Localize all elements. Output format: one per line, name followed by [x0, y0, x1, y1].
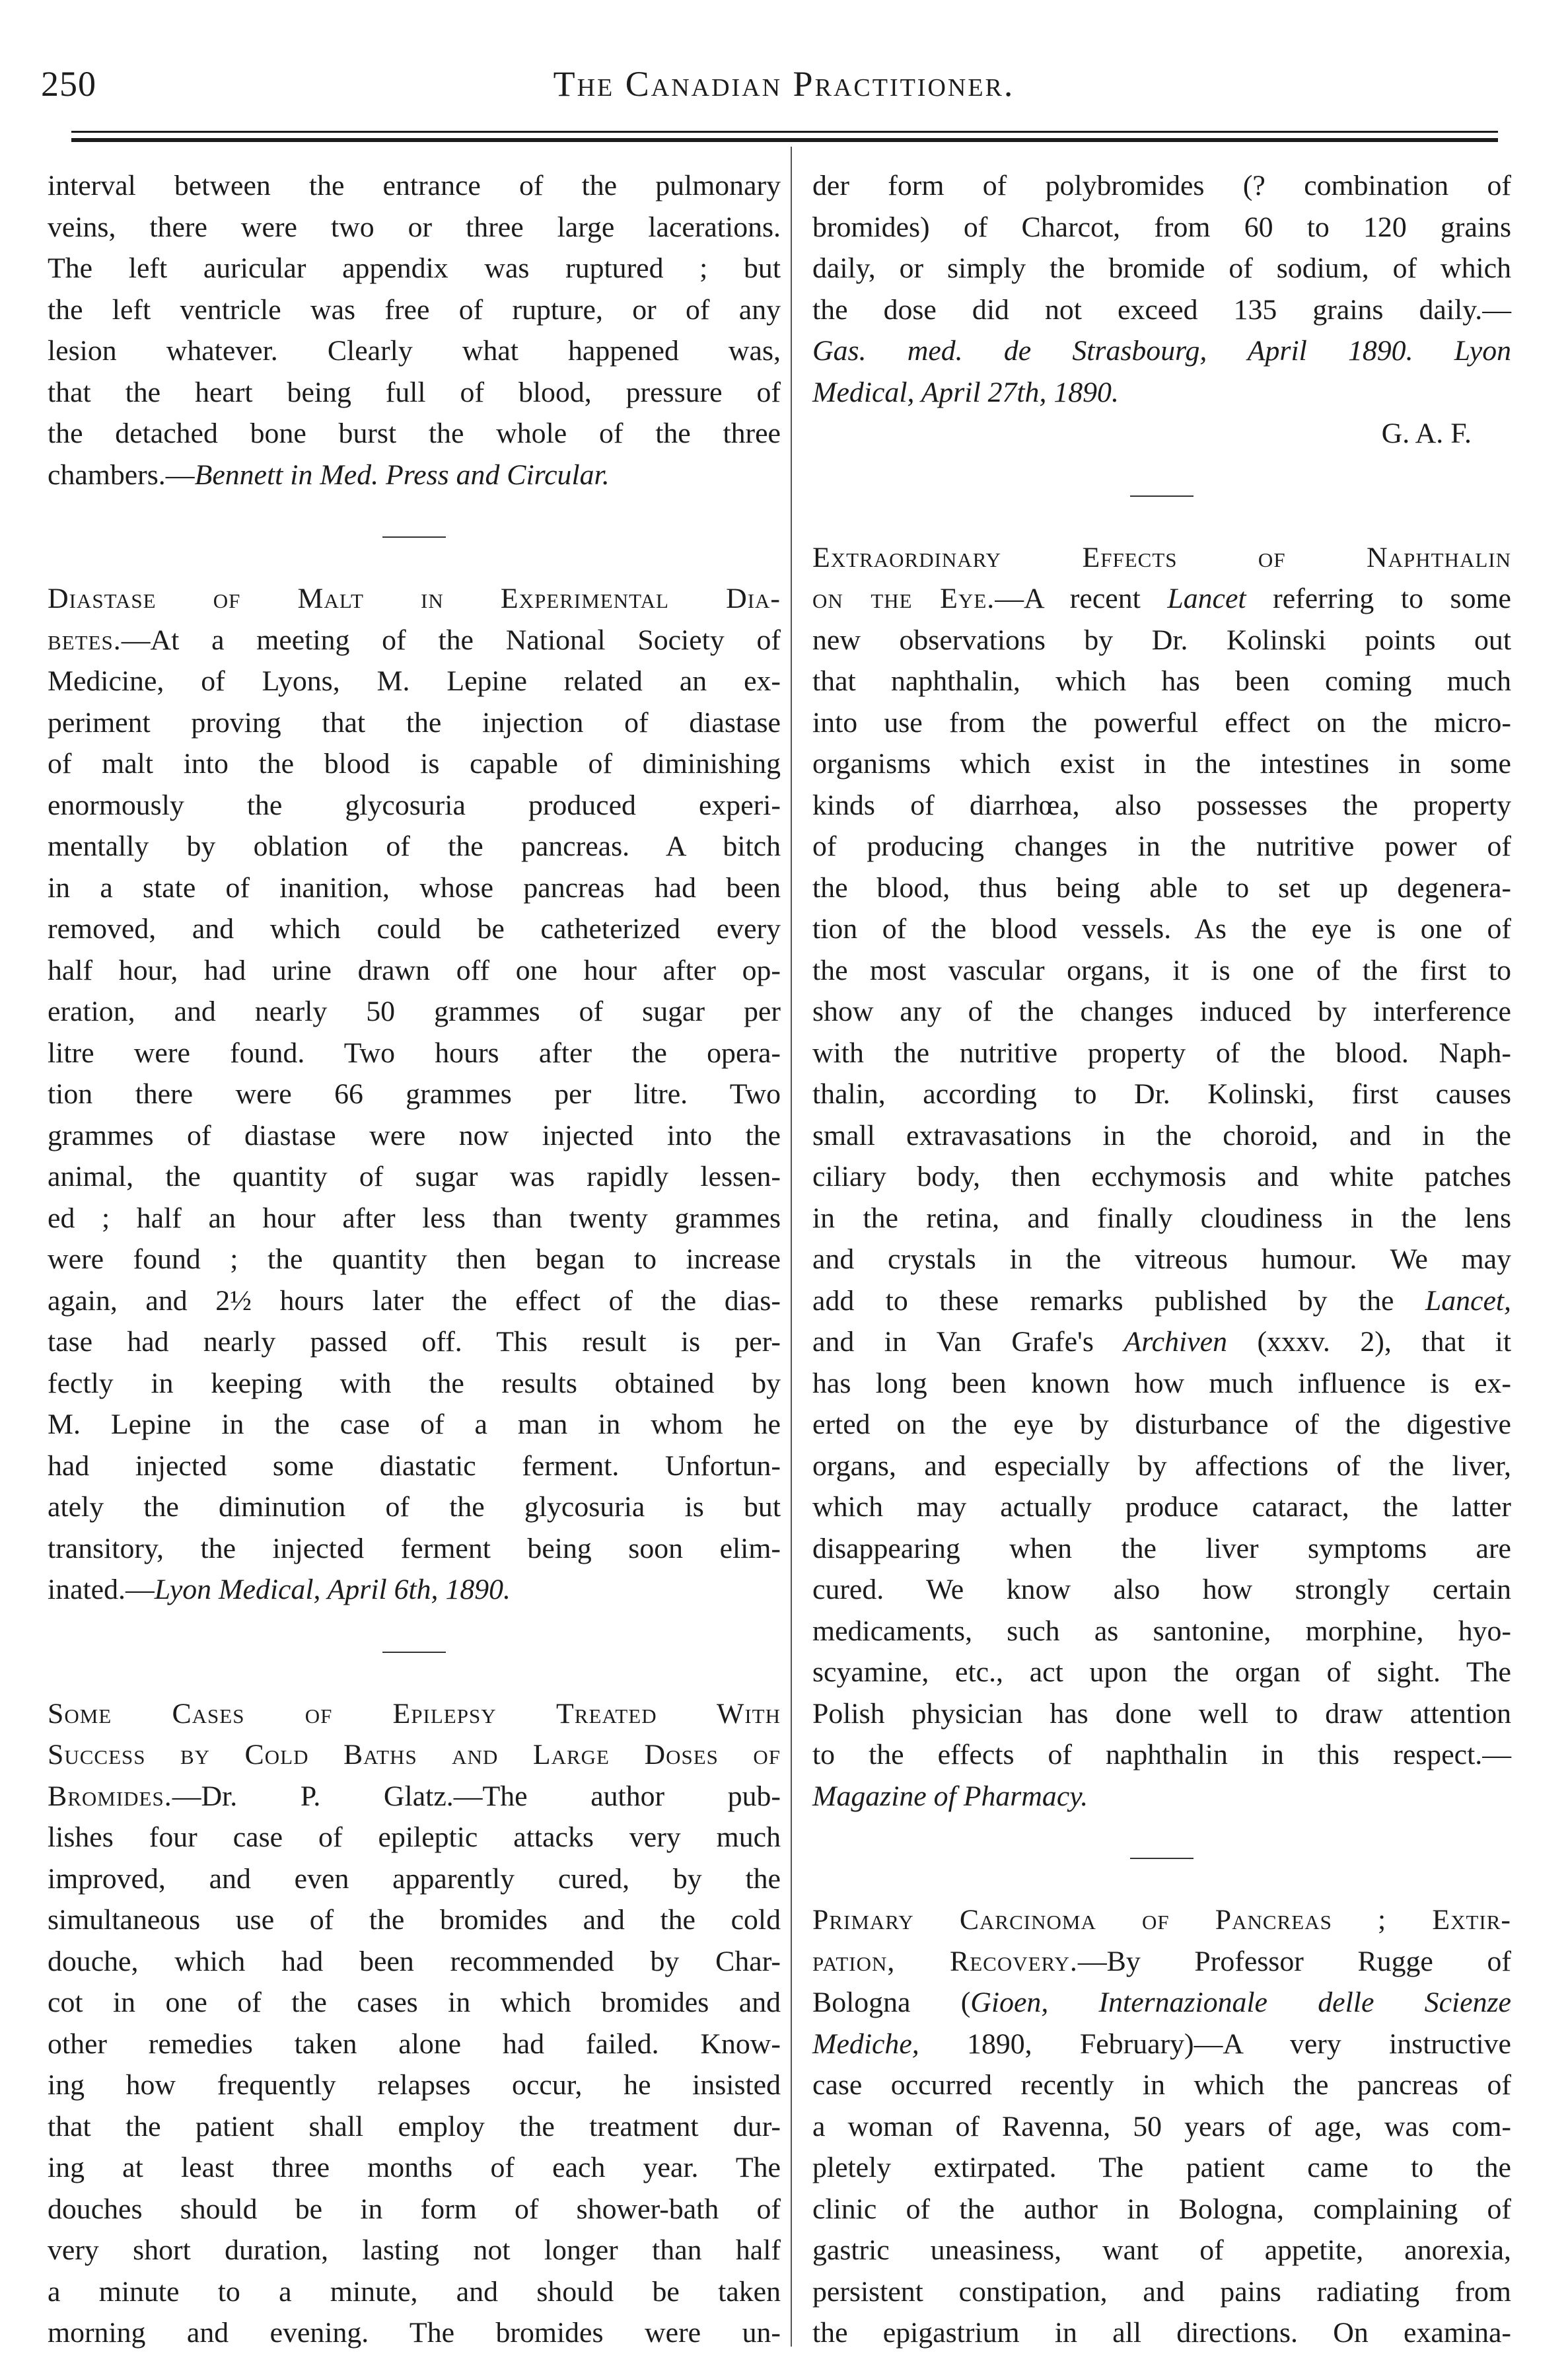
body-line: a woman of Ravenna, 50 years of age, was com-: [812, 2110, 1511, 2142]
page-header: [0, 0, 1568, 106]
body-line: clinic of the author in Bologna, complaining of: [812, 2193, 1511, 2225]
body-line: enormously the glycosuria produced experi-: [48, 789, 781, 821]
section-separator: [812, 1817, 1511, 1899]
article-continuation: [48, 165, 781, 495]
body-line: thalin, according to Dr. Kolinski, first causes: [812, 1078, 1511, 1110]
body-line: the blood, thus being able to set up degenera-: [812, 871, 1511, 904]
body-line: mentally by oblation of the pancreas. A bitch: [48, 830, 781, 862]
body-line: ing at least three months of each year. The: [48, 2152, 781, 2183]
body-line: cured. We know also how strongly certain: [812, 1574, 1511, 1605]
body-line: periment proving that the injection of diastase: [48, 706, 781, 739]
body-line: tase had nearly passed off. This result is per-: [48, 1326, 781, 1358]
article-epilepsy-continued: [812, 165, 1511, 413]
column-divider: [791, 147, 792, 2347]
body-line: removed, and which could be catheterized every: [48, 913, 781, 945]
body-line: disappearing when the liver symptoms are: [812, 1532, 1511, 1564]
body-line: eration, and nearly 50 grammes of sugar per: [48, 996, 781, 1027]
body-line: with the nutritive property of the blood. Naph-: [812, 1037, 1511, 1069]
body-line: tion of the blood vessels. As the eye is one of: [812, 913, 1511, 945]
section-separator: [48, 1611, 781, 1693]
body-line: interval between the entrance of the pulmonary: [48, 170, 781, 201]
article-source: Magazine of Pharmacy.: [812, 1780, 1088, 1812]
body-line: litre were found. Two hours after the opera-: [48, 1037, 781, 1069]
body-line: of producing changes in the nutritive power of: [812, 830, 1511, 862]
body-line: animal, the quantity of sugar was rapidly lessen-: [48, 1161, 781, 1192]
article-body: [48, 661, 781, 1569]
article-source: Bennett in Med. Press and Circular.: [194, 458, 610, 491]
body-line: half hour, had urine drawn off one hour after op-: [48, 954, 781, 986]
body-line: the detached bone burst the whole of the three: [48, 418, 781, 449]
body-text: Bologna (: [812, 1987, 971, 2018]
body-line: [812, 1280, 1511, 1322]
body-line: new observations by Dr. Kolinski points out: [812, 624, 1511, 656]
body-line: cot in one of the cases in which bromides and: [48, 1987, 781, 2018]
body-line: kinds of diarrhœa, also possesses the property: [812, 789, 1511, 821]
section-separator: [48, 495, 781, 578]
body-text: and in Van Grafe's: [812, 1326, 1124, 1358]
body-line: to the effects of naphthalin in this respect.—: [812, 1739, 1511, 1771]
journal-name: Mediche,: [812, 2028, 919, 2060]
article-diastase: [48, 578, 781, 1611]
journal-name: Lancet: [1167, 583, 1246, 614]
article-body: [812, 165, 1511, 289]
body-line: [812, 1982, 1511, 2024]
body-text: referring to some: [1246, 583, 1511, 614]
closing-text: chambers.—: [48, 458, 195, 491]
article-title: Some Cases of Epilepsy Treated With: [48, 1697, 781, 1730]
article-title-line: [812, 1941, 1511, 1983]
body-line: morning and evening. The bromides were un-: [48, 2317, 781, 2349]
body-line: grammes of diastase were now injected into the: [48, 1119, 781, 1151]
body-line: ed ; half an hour after less than twenty grammes: [48, 1202, 781, 1234]
body-line: tion there were 66 grammes per litre. Two: [48, 1078, 781, 1110]
body-line: [812, 2024, 1511, 2065]
body-text: 1890, February)—A very instructive: [919, 2028, 1511, 2060]
left-column: [48, 165, 781, 2354]
article-body: [812, 1363, 1511, 1776]
body-line: show any of the changes induced by interference: [812, 996, 1511, 1027]
body-line: veins, there were two or three large lacerations.: [48, 211, 781, 243]
body-text: (xxxv. 2), that it: [1227, 1326, 1511, 1358]
body-line: daily, or simply the bromide of sodium, of which: [812, 252, 1511, 284]
body-line: the dose did not exceed 135 grains daily.—: [812, 293, 1511, 326]
body-text: —Dr. P. Glatz.—The author pub-: [172, 1780, 781, 1812]
body-line: Polish physician has done well to draw attention: [812, 1697, 1511, 1730]
author-signature: G. A. F.: [1381, 418, 1472, 449]
body-line: medicaments, such as santonine, morphine, hyo-: [812, 1615, 1511, 1647]
body-line: organisms which exist in the intestines in some: [812, 748, 1511, 780]
article-source: Gas. med. de Strasbourg, April 1890. Lyon: [812, 335, 1511, 367]
header-rule-thick: [71, 138, 1498, 142]
title-text: Bromides.: [48, 1780, 172, 1812]
body-line: again, and 2½ hours later the effect of the dias-: [48, 1284, 781, 1317]
article-epilepsy: [48, 1693, 781, 2354]
body-line: that the patient shall employ the treatment dur-: [48, 2110, 781, 2142]
journal-name: Gioen, Internazionale delle Scienze: [970, 1987, 1511, 2018]
article-title: Primary Carcinoma of Pancreas ; Extir-: [812, 1904, 1511, 1936]
section-separator: [812, 455, 1511, 537]
article-title-line: [48, 1776, 781, 1817]
article-title: Extraordinary Effects of Naphthalin: [812, 541, 1511, 573]
article-pancreas: [812, 1899, 1511, 2354]
body-line: ately the diminution of the glycosuria is but: [48, 1491, 781, 1523]
body-line: which may actually produce cataract, the latter: [812, 1491, 1511, 1523]
body-line: M. Lepine in the case of a man in whom he: [48, 1408, 781, 1440]
body-line: ciliary body, then ecchymosis and white patches: [812, 1161, 1511, 1192]
body-line: the most vascular organs, it is one of the first to: [812, 954, 1511, 986]
body-line: has long been known how much influence is ex-: [812, 1367, 1511, 1399]
body-text: —A recent: [995, 583, 1168, 614]
body-line: other remedies taken alone had failed. Know-: [48, 2028, 781, 2060]
body-line: ing how frequently relapses occur, he insisted: [48, 2069, 781, 2101]
body-line: of malt into the blood is capable of diminishing: [48, 748, 781, 780]
article-naphthalin: [812, 537, 1511, 1817]
body-line: organs, and especially by affections of the liver,: [812, 1449, 1511, 1482]
article-title: Diastase of Malt in Experimental Dia-: [48, 583, 781, 614]
body-line: scyamine, etc., act upon the organ of sight. The: [812, 1656, 1511, 1688]
body-line: douches should be in form of shower-bath of: [48, 2193, 781, 2225]
body-line: a minute to a minute, and should be taken: [48, 2275, 781, 2308]
body-line: had injected some diastatic ferment. Unfortun-: [48, 1449, 781, 1482]
body-line: fectly in keeping with the results obtained by: [48, 1367, 781, 1399]
body-text: —At a meeting of the National Society of: [121, 624, 781, 656]
body-line: case occurred recently in which the pancreas of: [812, 2069, 1511, 2101]
closing-text: inated.—: [48, 1574, 155, 1605]
body-line: the left ventricle was free of rupture, or of any: [48, 293, 781, 326]
body-line: improved, and even apparently cured, by the: [48, 1862, 781, 1895]
body-line: erted on the eye by disturbance of the digestive: [812, 1408, 1511, 1440]
body-line: very short duration, lasting not longer than half: [48, 2234, 781, 2266]
article-title-line: [812, 578, 1511, 620]
body-line: the epigastrium in all directions. On examina-: [812, 2317, 1511, 2349]
body-line: der form of polybromides (? combination of: [812, 170, 1511, 201]
body-line: in the retina, and finally cloudiness in the lens: [812, 1202, 1511, 1234]
body-line: [812, 1321, 1511, 1363]
body-line: and crystals in the vitreous humour. We may: [812, 1243, 1511, 1275]
title-text: pation, Recovery.: [812, 1945, 1078, 1977]
title-text: on the Eye.: [812, 583, 995, 614]
body-line: douche, which had been recommended by Char-: [48, 1945, 781, 1977]
body-line: simultaneous use of the bromides and the cold: [48, 1904, 781, 1936]
article-body: [812, 620, 1511, 1280]
body-line: transitory, the injected ferment being soon elim-: [48, 1532, 781, 1564]
body-line: The left auricular appendix was ruptured ; but: [48, 252, 781, 284]
running-title: The Canadian Practitioner.: [553, 64, 1015, 104]
article-body: [48, 165, 781, 455]
article-body: [812, 2064, 1511, 2354]
page-number: 250: [41, 64, 96, 104]
journal-name: Lancet,: [1425, 1284, 1511, 1317]
body-line: gastric uneasiness, want of appetite, anorexia,: [812, 2234, 1511, 2266]
body-line: that the heart being full of blood, pressure of: [48, 376, 781, 408]
body-line: that naphthalin, which has been coming much: [812, 665, 1511, 697]
right-column: [812, 165, 1511, 2354]
article-closing-line: [48, 455, 781, 496]
body-line: pletely extirpated. The patient came to the: [812, 2152, 1511, 2183]
body-line: small extravasations in the choroid, and in the: [812, 1119, 1511, 1151]
body-line: bromides) of Charcot, from 60 to 120 grains: [812, 211, 1511, 243]
article-source: Medical, April 27th, 1890.: [812, 376, 1119, 408]
body-text: —By Professor Rugge of: [1077, 1945, 1511, 1977]
article-source: Lyon Medical, April 6th, 1890.: [154, 1574, 511, 1605]
article-body: [48, 1817, 781, 2354]
body-line: persistent constipation, and pains radiating from: [812, 2275, 1511, 2308]
journal-name: Archiven: [1123, 1326, 1227, 1358]
article-title: Success by Cold Baths and Large Doses of: [48, 1739, 781, 1771]
header-rule-thin: [71, 131, 1498, 133]
body-line: lesion whatever. Clearly what happened was,: [48, 335, 781, 367]
title-text: betes.: [48, 624, 122, 656]
body-line: were found ; the quantity then began to increase: [48, 1243, 781, 1275]
body-line: lishes four case of epileptic attacks very much: [48, 1821, 781, 1853]
article-title-line: [48, 620, 781, 661]
article-closing-line: [48, 1569, 781, 1611]
body-line: Medicine, of Lyons, M. Lepine related an ex-: [48, 665, 781, 697]
body-text: add to these remarks published by the: [812, 1284, 1425, 1317]
body-line: into use from the powerful effect on the micro-: [812, 706, 1511, 739]
body-line: in a state of inanition, whose pancreas had been: [48, 871, 781, 904]
